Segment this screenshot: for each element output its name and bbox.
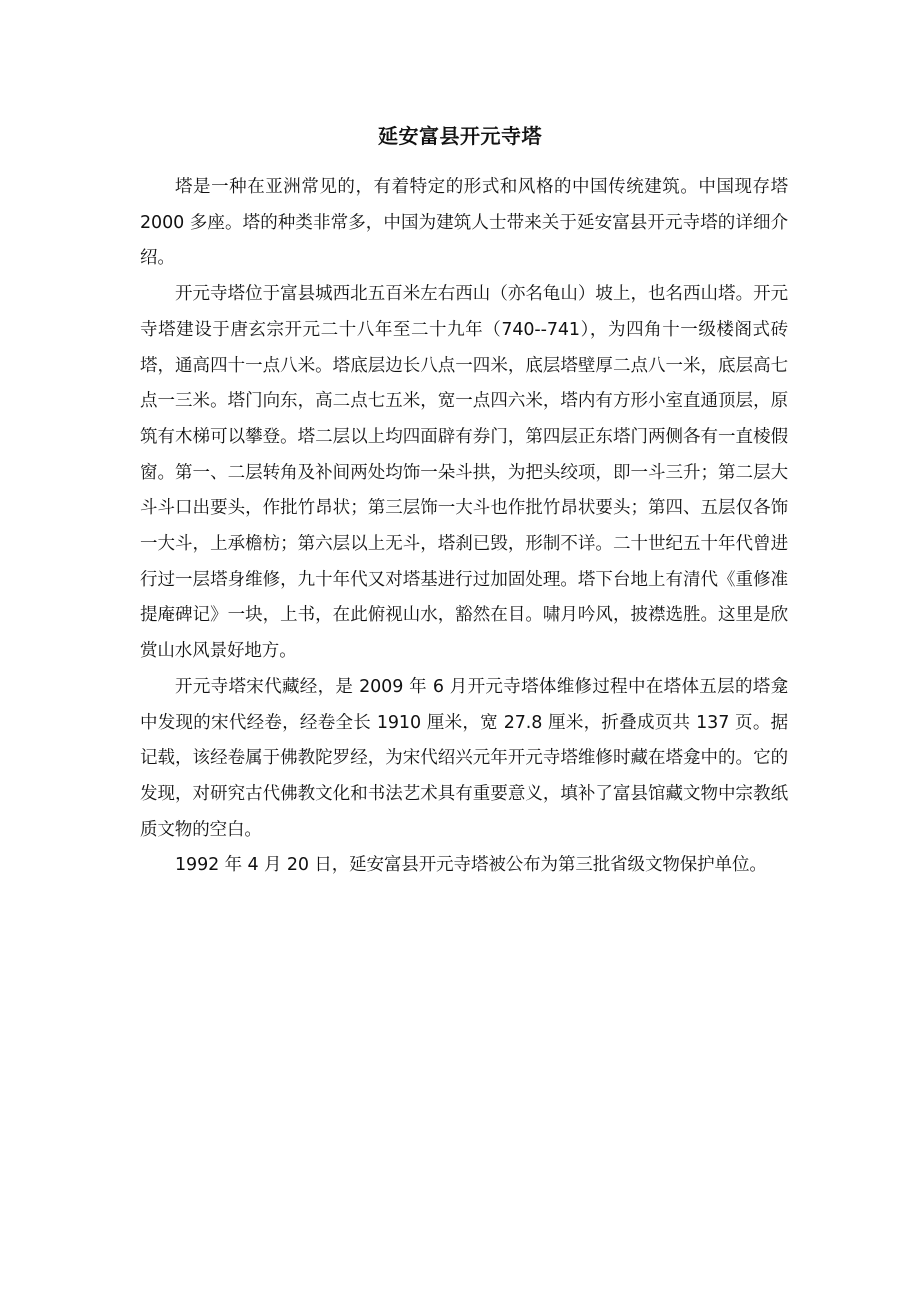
document-body — [140, 170, 788, 884]
paragraph-protection: 1992 年 4 月 20 日，延安富县开元寺塔被公布为第三批省级文物保护单位。 — [175, 855, 767, 876]
paragraph-sutra: 开元寺塔宋代藏经，是 2009 年 6 月开元寺塔体维修过程中在塔体五层的塔龛中发现的宋代经卷，经卷全长 1910 厘米，宽 27.8 厘米，折叠成页共 137 页。据记载，该经卷属于佛教陀罗经，为宋代绍兴元年开元寺塔维修时藏在塔龛中的。它的发现，对研究古代佛教文化和书法艺术具有重要意义，填补了富县馆藏文物中宗教纸质文物的空白。 — [140, 676, 788, 840]
paragraph-intro: 塔是一种在亚洲常见的，有着特定的形式和风格的中国传统建筑。中国现存塔 2000 多座。塔的种类非常多，中国为建筑人士带来关于延安富县开元寺塔的详细介绍。 — [140, 177, 788, 269]
document-title: 延安富县开元寺塔 — [378, 124, 542, 148]
paragraph-history: 开元寺塔位于富县城西北五百米左右西山（亦名龟山）坡上，也名西山塔。开元寺塔建设于唐玄宗开元二十八年至二十九年（740--741），为四角十一级楼阁式砖塔，通高四十一点八米。塔底层边长八点一四米，底层塔壁厚二点八一米，底层高七点一三米。塔门向东，高二点七五米，宽一点四六米，塔内有方形小室直通顶层，原筑有木梯可以攀登。塔二层以上均四面辟有券门，第四层正东塔门两侧各有一直棱假窗。第一、二层转角及补间两处均饰一朵斗拱，为把头绞项，即一斗三升；第二层大斗斗口出要头，作批竹昂状；第三层饰一大斗也作批竹昂状要头；第四、五层仅各饰一大斗，上承檐枋；第六层以上无斗，塔刹已毁，形制不详。二十世纪五十年代曾进行过一层塔身维修，九十年代又对塔基进行过加固处理。塔下台地上有清代《重修准提庵碑记》一块，上书，在此俯视山水，豁然在目。啸月吟风，披襟选胜。这里是欣赏山水风景好地方。 — [140, 284, 788, 662]
